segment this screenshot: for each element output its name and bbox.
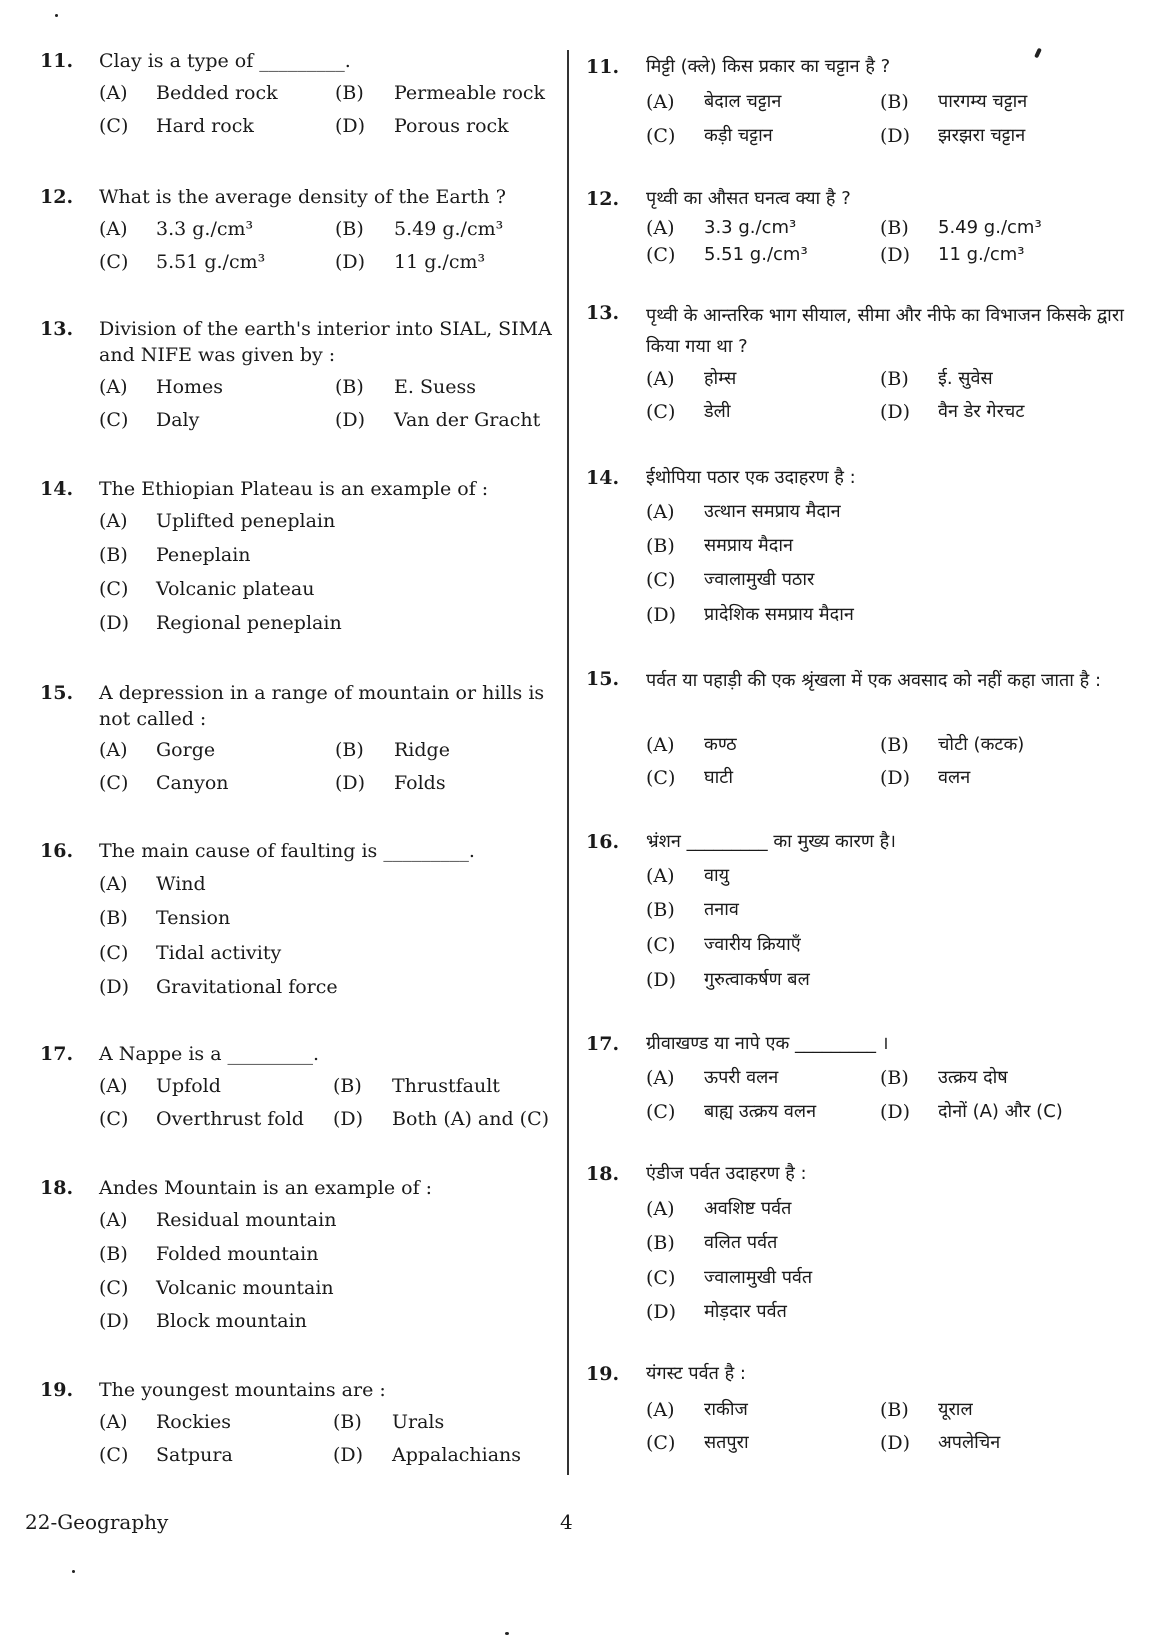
question-text: Andes Mountain is an example of : (99, 1177, 433, 1199)
question-text: The main cause of faulting is _________. (99, 840, 475, 862)
question-number: 11. (40, 50, 74, 72)
column-divider (567, 50, 569, 1475)
scan-speck (55, 14, 58, 17)
question-text: पर्वत या पहाड़ी की एक श्रृंखला में एक अवसाद को नहीं कहा जाता है : (646, 670, 1102, 691)
footer-subject: 22-Geography (25, 1510, 169, 1534)
question-text: ग्रीवाखण्ड या नापे एक _________ । (646, 1033, 889, 1054)
page-number: 4 (560, 1510, 573, 1534)
question-number: 15. (586, 668, 620, 690)
question-text: The Ethiopian Plateau is an example of : (99, 478, 489, 500)
question-text: ईथोपिया पठार एक उदाहरण है : (646, 467, 856, 488)
question-text: A Nappe is a _________. (99, 1043, 320, 1065)
question-text: मिट्टी (क्ले) किस प्रकार का चट्टान है ? (646, 56, 891, 77)
question-text: भ्रंशन _________ का मुख्य कारण है। (646, 831, 896, 852)
question-number: 13. (586, 302, 620, 324)
question-number: 14. (40, 478, 74, 500)
scan-speck (72, 1570, 75, 1573)
question-number: 12. (586, 188, 620, 210)
question-text: What is the average density of the Earth ? (99, 186, 506, 208)
question-text: Division of the earth's interior into SIAL, SIMA and NIFE was given by : (99, 318, 552, 366)
question-number: 16. (586, 831, 620, 853)
scan-speck (505, 1632, 509, 1635)
question-number: 16. (40, 840, 74, 862)
question-text: A depression in a range of mountain or hills is not called : (99, 682, 545, 730)
question-text: The youngest mountains are : (99, 1379, 386, 1401)
question-number: 19. (586, 1363, 620, 1385)
question-number: 15. (40, 682, 74, 704)
question-text: पृथ्वी के आन्तरिक भाग सीयाल, सीमा और नीफे का विभाजन किसके द्वारा किया गया था ? (646, 305, 1124, 357)
question-number: 11. (586, 56, 620, 78)
question-text: Clay is a type of _________. (99, 50, 351, 72)
question-number: 18. (586, 1163, 620, 1185)
question-number: 13. (40, 318, 74, 340)
question-text: यंगस्ट पर्वत है : (646, 1363, 746, 1384)
question-text: एंडीज पर्वत उदाहरण है : (646, 1163, 807, 1184)
question-number: 19. (40, 1379, 74, 1401)
question-number: 18. (40, 1177, 74, 1199)
question-number: 17. (40, 1043, 74, 1065)
question-text: पृथ्वी का औसत घनत्व क्या है ? (646, 188, 851, 209)
exam-page: 11. Clay is a type of _________. (A) Bedded rock (B) Permeable rock (C) Hard rock (D) Porous rock 12. What is the average density of the Earth ? (A) 3.3 g./cm³ (B) 5.49 g./cm³ (C) 5.51 g./cm³ (D) 11 g./cm³ 13. Division of the earth's interior into SIAL, SIMA and NIFE was given by : (A) Homes (B) E. Suess (C) Daly (D) Van der Gracht 14. The Ethiopian Plateau is an example of : (A) Uplifted peneplain (B) Peneplain (C) Volcanic plateau (D) Regional peneplain 15. A depression in a range of mountain or hills is not called : (A) Gorge (B) Ridge (C) Canyon (D) Folds 16. The main cause of faulting is _________. (A) Wind (B) Tension (C) Tidal activity (D) Gravitational force 17. A Nappe is a _________. (A) Upfold (B) Thrustfault (C) Overthrust fold (D) Both (A) and (C) 18. Andes Mountain is an example of : (A) Residual mountain (B) Folded mountain (C) Volcanic mountain (D) Block mountain 19. The youngest mountains are : (A) Rockies (B) Urals (C) Satpura (D) Appalachians 11. मिट्टी (क्ले) किस प्रकार का चट्टान है ? (A) बेदाल चट्टान (B) पारगम्य चट्टान (C) कड़ी चट्टान (D) झरझरा चट्टान 12. पृथ्वी का औसत घनत्व क्या है ? (A) 3.3 g./cm³ (B) 5.49 g./cm³ (C) 5.51 g./cm³ (D) 11 g./cm³ 13. पृथ्वी के आन्तरिक भाग सीयाल, सीमा और नीफे का विभाजन किसके द्वारा किया गया था ? (A) होम्स (B) ई. सुवेस (C) डेली (D) वैन डेर गेरचट 14. ईथोपिया पठार एक उदाहरण है : (A) उत्थान समप्राय मैदान (B) समप्राय मैदान (C) ज्वालामुखी पठार (D) प्रादेशिक समप्राय मैदान 15. पर्वत या पहाड़ी की एक श्रृंखला में एक अवसाद को नहीं कहा जाता है : (A) कण्ठ (B) चोटी (कटक) (C) घाटी (D) वलन 16. भ्रंशन _________ का मुख्य कारण है। (A) वायु (B) तनाव (C) ज्वारीय क्रियाएँ (D) गुरुत्वाकर्षण बल 17. ग्रीवाखण्ड या नापे एक _________ । (A) ऊपरी वलन (B) उत्क्रय दोष (C) बाह्य उत्क्रय वलन (D) दोनों (A) और (C) 18. एंडीज पर्वत उदाहरण है : (A) अवशिष्ट पर्वत (B) वलित पर्वत (C) ज्वालामुखी पर्वत (D) मोड़दार पर्वत 19. यंगस्ट पर्वत है : (A) राकीज (B) यूराल (C) सतपुरा (D) अपलेचिन 22-Geography 4 (0, 0, 1159, 1646)
question-number: 12. (40, 186, 74, 208)
question-number: 17. (586, 1033, 620, 1055)
question-number: 14. (586, 467, 620, 489)
